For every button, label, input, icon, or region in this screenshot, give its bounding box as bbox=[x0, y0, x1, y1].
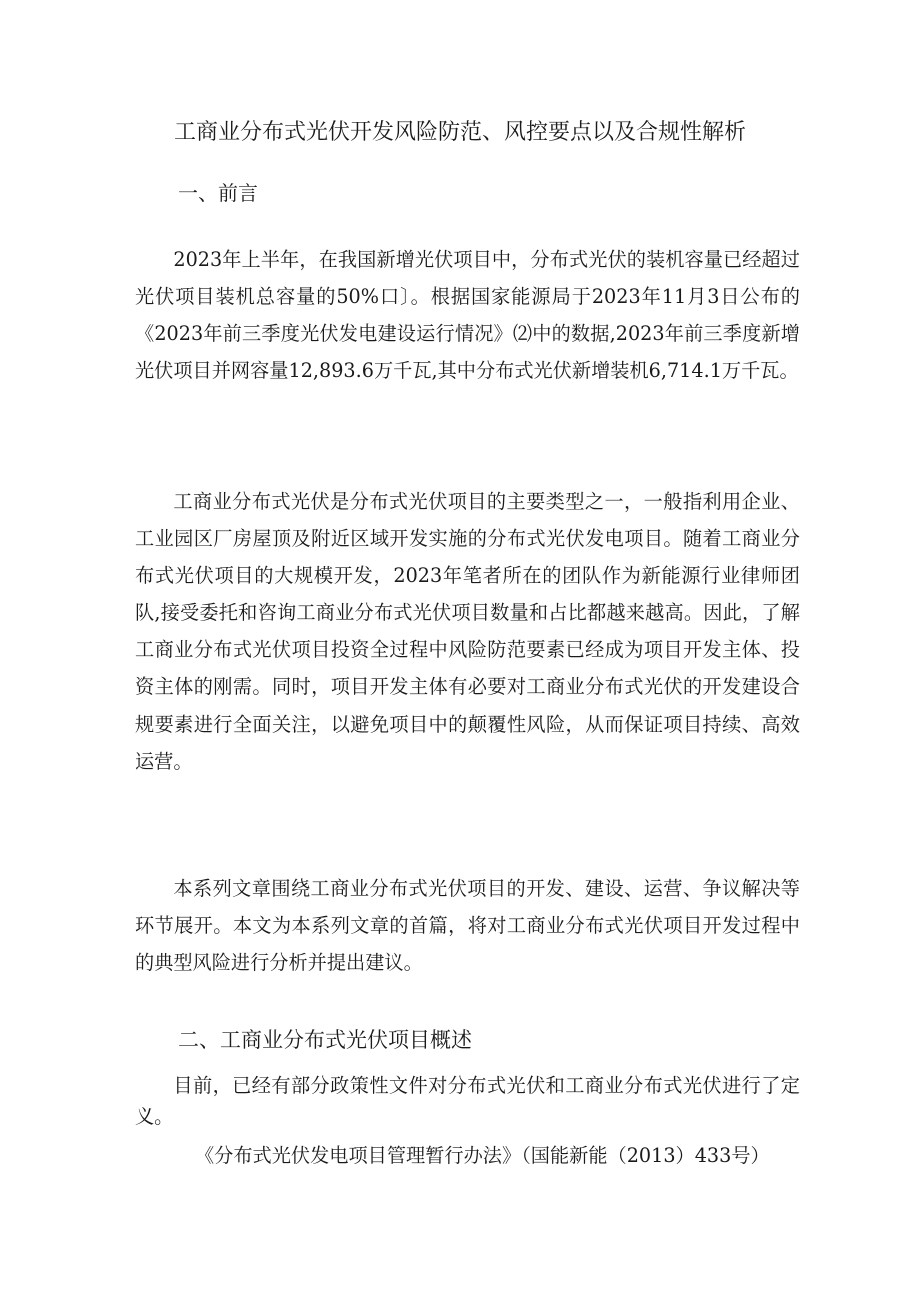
document-title: 工商业分布式光伏开发风险防范、风控要点以及合规性解析 bbox=[173, 120, 746, 145]
citation-line: 《分布式光伏发电项目管理暂行办法》（国能新能（2013）433号） bbox=[195, 1144, 770, 1167]
section-heading-preface: 一、前言 bbox=[178, 181, 258, 205]
paragraph: 本系列文章围绕工商业分布式光伏项目的开发、建设、运营、争议解决等环节展开。本文为本系列文章的首篇，将对工商业分布式光伏项目开发过程中的典型风险进行分析并提出建议。 bbox=[135, 877, 800, 975]
section-heading-overview: 二、工商业分布式光伏项目概述 bbox=[178, 1028, 472, 1052]
paragraph: 2023年上半年，在我国新增光伏项目中，分布式光伏的装机容量已经超过光伏项目装机总容量的50%口〕。根据国家能源局于2023年11月3日公布的《2023年前三季度光伏发电建设运行情况》⑵中的数据,2023年前三季度新增光伏项目并网容量12,893.6万千瓦,其中分布式光伏新增装机6,714.1万千瓦。 bbox=[135, 248, 800, 383]
paragraph: 目前，已经有部分政策性文件对分布式光伏和工商业分布式光伏进行了定义。 bbox=[135, 1074, 800, 1128]
paragraph: 工商业分布式光伏是分布式光伏项目的主要类型之一，一般指利用企业、工业园区厂房屋顶及附近区域开发实施的分布式光伏发电项目。随着工商业分布式光伏项目的大规模开发，2023年笔者所在的团队作为新能源行业律师团队,接受委托和咨询工商业分布式光伏项目数量和占比都越来越高。因此，了解工商业分布式光伏项目投资全过程中风险防范要素已经成为项目开发主体、投资主体的刚需。同时，项目开发主体有必要对工商业分布式光伏的开发建设合规要素进行全面关注，以避免项目中的颠覆性风险，从而保证项目持续、高效运营。 bbox=[135, 490, 800, 773]
